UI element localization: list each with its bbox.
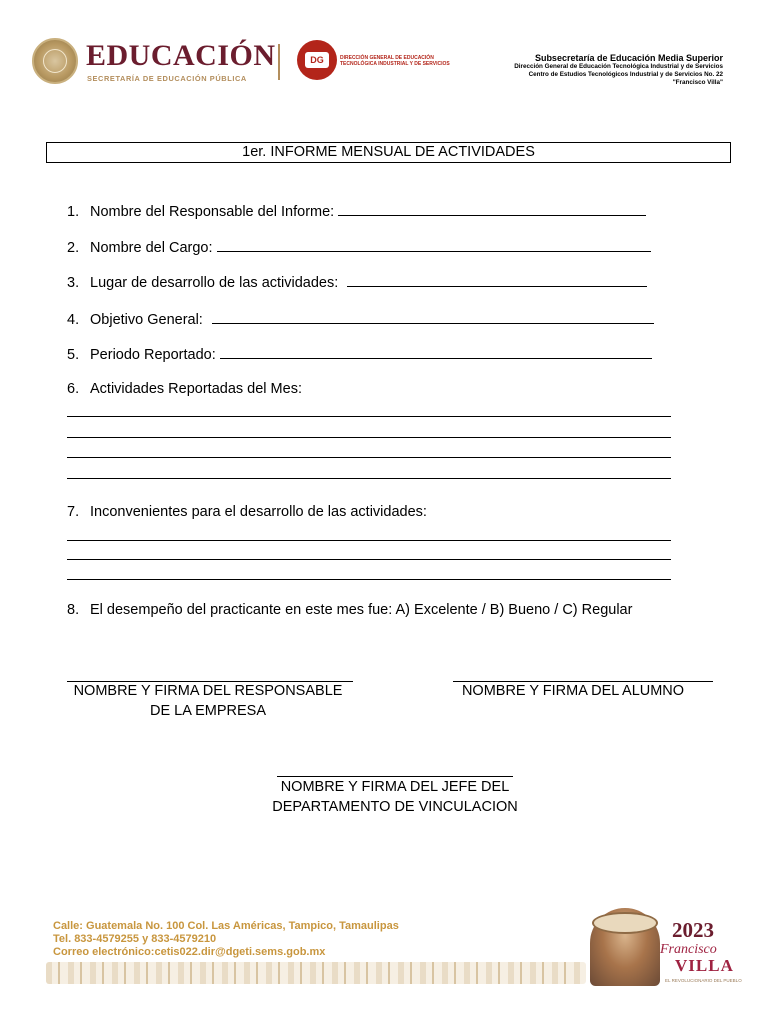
dgeti-caption: DIRECCIÓN GENERAL DE EDUCACIÓN TECNOLÓGICA INDUSTRIAL Y DE SERVICIOS [340, 55, 450, 67]
signature-caption-line: NOMBRE Y FIRMA DEL RESPONSABLE [73, 683, 343, 699]
edu-logo-title: EDUCACIÓN [86, 39, 276, 72]
form-item-2 [67, 237, 651, 257]
signature-caption-student [453, 681, 693, 701]
answer-line[interactable] [338, 201, 646, 216]
item-label: Nombre del Responsable del Informe: [90, 204, 335, 220]
footer-address: Calle: Guatemala No. 100 Col. Las Américas, Tampico, Tamaulipas [53, 920, 399, 932]
answer-line[interactable] [217, 237, 651, 252]
item-label: Actividades Reportadas del Mes: [90, 381, 302, 397]
header-line-3: Centro de Estudios Tecnológicos Industrial y de Servicios No. 22 [528, 71, 723, 78]
item-number: 1. [67, 204, 80, 220]
item-label: Objetivo General: [90, 312, 203, 328]
form-item-5 [67, 344, 652, 364]
footer-year-caption: EL REVOLUCIONARIO DEL PUEBLO [665, 978, 742, 983]
document-title: 1er. INFORME MENSUAL DE ACTIVIDADES [46, 142, 731, 163]
footer-year-name-2: VILLA [675, 956, 734, 975]
header-divider [278, 44, 280, 80]
form-item-6 [67, 380, 302, 398]
form-item-8 [67, 601, 632, 619]
signature-caption-line: NOMBRE Y FIRMA DEL ALUMNO [461, 683, 685, 699]
item-number: 2. [67, 240, 80, 256]
item-number: 7. [67, 504, 80, 520]
footer-phone: Tel. 833-4579255 y 833-4579210 [53, 933, 217, 945]
answer-line[interactable] [212, 309, 654, 324]
item-label: Nombre del Cargo: [90, 240, 213, 256]
footer-decorative-band [46, 962, 586, 984]
form-item-7 [67, 503, 427, 521]
item-number: 4. [67, 312, 80, 328]
answer-line[interactable] [67, 540, 671, 541]
item-number: 8. [67, 602, 80, 618]
answer-line[interactable] [347, 272, 647, 287]
header-line-4: "Francisco Villa" [672, 79, 723, 86]
item-label: Periodo Reportado: [90, 347, 216, 363]
answer-line[interactable] [67, 437, 671, 438]
item-label: Inconvenientes para el desarrollo de las actividades: [90, 504, 427, 520]
footer-email: Correo electrónico:cetis022.dir@dgeti.sems.gob.mx [53, 946, 326, 958]
signature-caption-line: DEPARTAMENTO DE VINCULACION [272, 799, 518, 815]
signature-caption-company [67, 681, 349, 721]
item-label: Lugar de desarrollo de las actividades: [90, 275, 339, 291]
header-line-2: Dirección General de Educación Tecnológica Industrial y de Servicios [514, 63, 723, 70]
footer-year: 2023 [672, 918, 714, 942]
item-number: 3. [67, 275, 80, 291]
answer-line[interactable] [67, 559, 671, 560]
item-number: 5. [67, 347, 80, 363]
answer-line[interactable] [67, 457, 671, 458]
signature-caption-line: DE LA EMPRESA [149, 703, 267, 719]
form-item-4 [67, 309, 654, 329]
signature-caption-line: NOMBRE Y FIRMA DEL JEFE DEL [280, 779, 510, 795]
francisco-villa-portrait-icon [590, 908, 660, 986]
dgeti-logo-text: DG ETI [305, 52, 329, 68]
form-item-3 [67, 272, 647, 292]
answer-line[interactable] [67, 416, 671, 417]
answer-line[interactable] [67, 478, 671, 479]
footer-year-name-1: Francisco [660, 942, 717, 957]
answer-line[interactable] [220, 344, 652, 359]
edu-logo-subtitle: SECRETARÍA DE EDUCACIÓN PÚBLICA [87, 74, 247, 83]
header-line-1: Subsecretaría de Educación Media Superior [534, 53, 723, 63]
dgeti-gear-logo-icon [297, 40, 337, 80]
item-number: 6. [67, 381, 80, 397]
answer-line[interactable] [67, 579, 671, 580]
national-seal-icon [32, 38, 78, 84]
signature-caption-head [235, 777, 555, 817]
header-institution-block [514, 53, 723, 87]
item-label: El desempeño del practicante en este mes fue: A) Excelente / B) Bueno / C) Regular [90, 602, 633, 618]
form-item-1 [67, 201, 646, 221]
